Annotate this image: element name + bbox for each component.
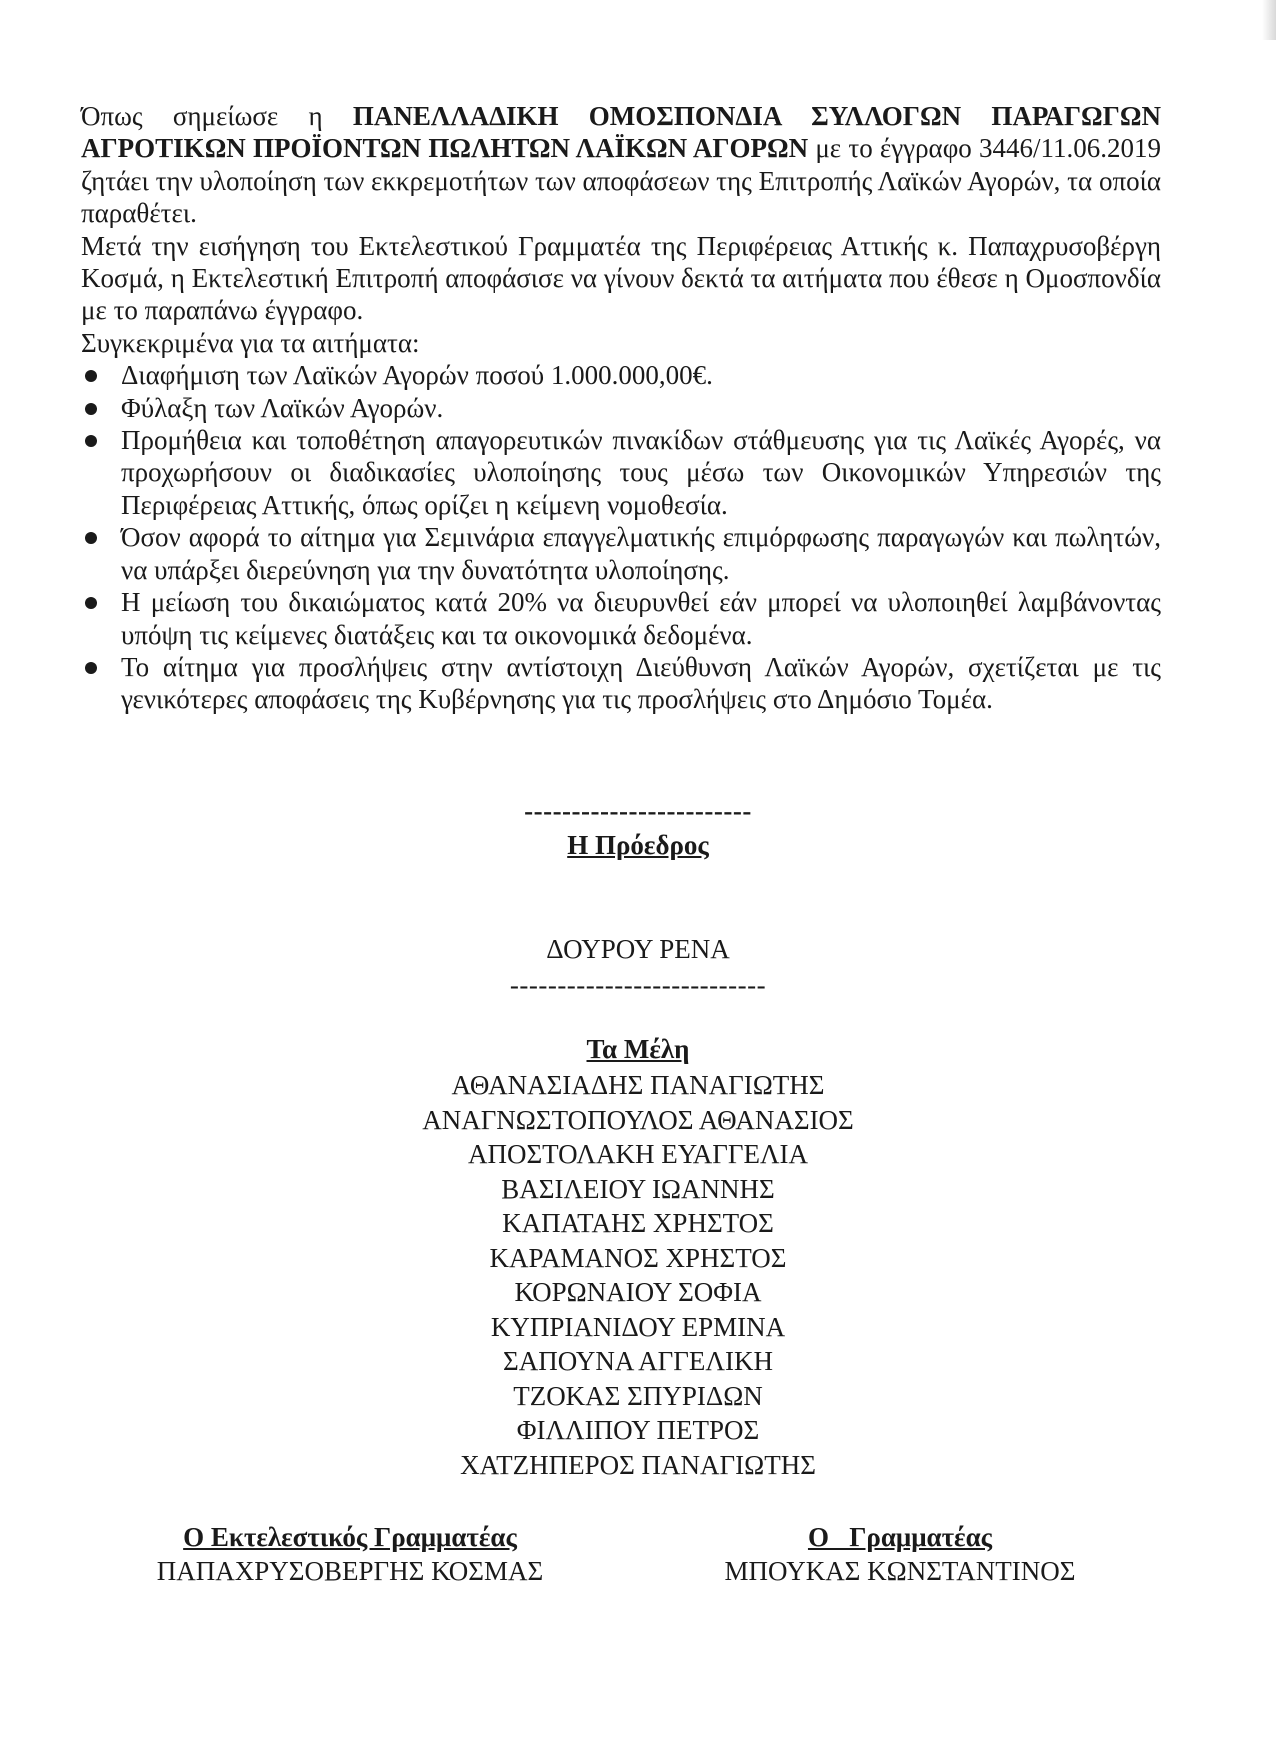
list-item	[121, 586, 1161, 651]
list-item-text: Όσον αφορά το αίτημα για Σεμινάρια επαγγελματικής επιμόρφωσης παραγωγών και πωλητών, να υπάρξει διερεύνηση για την δυνατότητα υλοποίησης.	[121, 522, 1161, 585]
requests-list	[81, 359, 1161, 715]
members-list	[0, 1068, 1276, 1482]
member-name: ΒΑΣΙΛΕΙΟΥ ΙΩΑΝΝΗΣ	[501, 1173, 775, 1204]
separator-line: ---------------------------	[509, 970, 767, 1000]
secretary-signature	[680, 1520, 1120, 1588]
paragraph-intro	[81, 100, 1161, 230]
member-name: ΑΝΑΓΝΩΣΤΟΠΟΥΛΟΣ ΑΘΑΝΑΣΙΟΣ	[422, 1104, 854, 1135]
list-item	[121, 424, 1161, 521]
list-item-text: Προμήθεια και τοποθέτηση απαγορευτικών πινακίδων στάθμευσης για τις Λαϊκές Αγορές, να προχωρήσουν οι διαδικασίες υλοποίησης τους μέσω των Οικονομικών Υπηρεσιών της Περιφέρειας Αττικής, όπως ορίζει η κείμενη νομοθεσία.	[121, 425, 1161, 520]
list-item-text: Το αίτημα για προσλήψεις στην αντίστοιχη Διεύθυνση Λαϊκών Αγορών, σχετίζεται με τις γενικότερες αποφάσεις της Κυβέρνησης για τις προσλήψεις στο Δημόσιο Τομέα.	[121, 651, 1161, 715]
president-title: Η Πρόεδρος	[567, 830, 709, 860]
separator-line: ------------------------	[524, 796, 752, 826]
paragraph-decision: Μετά την εισήγηση του Εκτελεστικού Γραμματέα της Περιφέρειας Αττικής κ. Παπαχρυσοβέργη Κοσμά, η Εκτελεστική Επιτροπή αποφάσισε να γίνουν δεκτά τα αιτήματα που έθεσε η Ομοσπονδία με το παραπάνω έγγραφο.	[81, 230, 1161, 326]
member-name: ΚΑΠΑΤΑΗΣ ΧΡΗΣΤΟΣ	[502, 1208, 774, 1238]
executive-secretary-signature	[120, 1520, 580, 1588]
paragraph-intro-rest: με το έγγραφο 3446/11.06.2019 ζητάει την υλοποίηση των εκκρεμοτήτων των αποφάσεων της Επιτροπής Λαϊκών Αγορών, τα οποία παραθέτει.	[81, 133, 1161, 229]
bullet-icon	[85, 597, 97, 609]
executive-secretary-name: ΠΑΠΑΧΡΥΣΟΒΕΡΓΗΣ ΚΟΣΜΑΣ	[156, 1556, 544, 1586]
scan-edge-mark	[1262, 0, 1276, 40]
member-name: ΚΑΡΑΜΑΝΟΣ ΧΡΗΣΤΟΣ	[489, 1242, 787, 1273]
bullet-icon	[85, 662, 97, 674]
list-item	[121, 651, 1161, 716]
list-item-text: Φύλαξη των Λαϊκών Αγορών.	[121, 392, 444, 423]
bullet-icon	[85, 435, 97, 447]
members-title: Τα Μέλη	[586, 1034, 690, 1064]
president-name: ΔΟΥΡΟΥ ΡΕΝΑ	[546, 934, 730, 964]
decision-body	[81, 100, 1161, 716]
bullet-icon	[85, 370, 97, 382]
member-name: ΦΙΛΛΙΠΟΥ ΠΕΤΡΟΣ	[516, 1415, 760, 1445]
list-item-text: Η μείωση του δικαιώματος κατά 20% να διευρυνθεί εάν μπορεί να υλοποιηθεί λαμβάνοντας υπόψη τις κείμενες διατάξεις και τα οικονομικά δεδομένα.	[121, 587, 1161, 650]
member-name: ΑΘΑΝΑΣΙΑΔΗΣ ΠΑΝΑΓΙΩΤΗΣ	[451, 1070, 825, 1100]
list-item	[121, 521, 1161, 586]
member-name: ΧΑΤΖΗΠΕΡΟΣ ΠΑΝΑΓΙΩΤΗΣ	[460, 1449, 816, 1480]
executive-secretary-title: Ο Εκτελεστικός Γραμματέας	[183, 1522, 517, 1552]
federation-name: ΠΑΝΕΛΛΑΔΙΚΗ ΟΜΟΣΠΟΝΔΙΑ ΣΥΛΛΟΓΩΝ ΠΑΡΑΓΩΓΩΝ ΑΓΡΟΤΙΚΩΝ ΠΡΟΪΟΝΤΩΝ ΠΩΛΗΤΩΝ ΛΑΪΚΩΝ ΑΓΟΡΩΝ	[81, 101, 1161, 164]
member-name: ΤΖΟΚΑΣ ΣΠΥΡΙΔΩΝ	[513, 1380, 763, 1411]
bullet-icon	[85, 403, 97, 415]
paragraph-requests-heading: Συγκεκριμένα για τα αιτήματα:	[81, 327, 420, 358]
secretary-name: ΜΠΟΥΚΑΣ ΚΩΝΣΤΑΝΤΙΝΟΣ	[724, 1556, 1076, 1586]
paragraph-intro-start: Όπως σημείωσε η	[81, 101, 353, 131]
list-item-text: Διαφήμιση των Λαϊκών Αγορών ποσού 1.000.000,00€.	[121, 360, 713, 391]
member-name: ΚΟΡΩΝΑΙΟΥ ΣΟΦΙΑ	[514, 1277, 762, 1307]
member-name: ΑΠΟΣΤΟΛΑΚΗ ΕΥΑΓΓΕΛΙΑ	[467, 1139, 809, 1169]
member-name: ΚΥΠΡΙΑΝΙΔΟΥ ΕΡΜΙΝΑ	[490, 1311, 786, 1342]
list-item	[121, 392, 1161, 424]
bullet-icon	[85, 532, 97, 544]
secretary-title: Ο Γραμματέας	[807, 1522, 993, 1552]
member-name: ΣΑΠΟΥΝΑ ΑΓΓΕΛΙΚΗ	[503, 1346, 773, 1376]
list-item	[121, 359, 1161, 391]
